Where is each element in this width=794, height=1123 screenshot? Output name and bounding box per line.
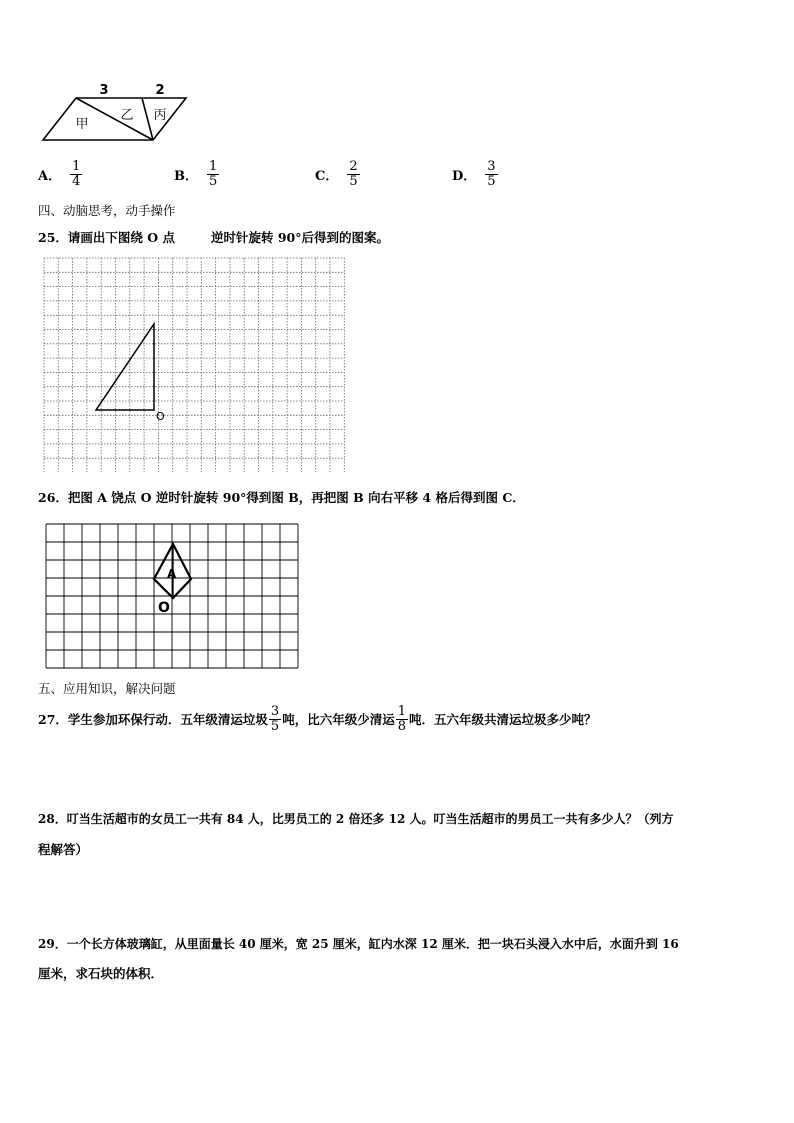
option-a[interactable] [38, 160, 83, 189]
q28-line-2: 程解答） [38, 842, 89, 857]
q27-part1: 27．学生参加环保行动．五年级清运垃圾 [38, 711, 268, 727]
option-c-label: C． [315, 169, 339, 184]
option-c-fraction: $\frac{2}{5}$ [349, 159, 358, 189]
q26-shape-label: A [167, 567, 177, 581]
label-2: 2 [155, 83, 165, 98]
option-d-label: D． [452, 169, 477, 184]
option-b-label: B． [174, 169, 198, 184]
option-b-fraction: $\frac{1}{5}$ [209, 159, 218, 189]
q27-part3: 吨．五六年级共清运垃圾多少吨？ [408, 711, 597, 727]
parallelogram-figure [40, 82, 200, 146]
region-yi: 乙 [120, 108, 134, 123]
option-d-fraction: $\frac{3}{5}$ [487, 159, 496, 189]
q26-grid [44, 522, 302, 672]
section-5-title: 五、应用知识，解决问题 [38, 681, 176, 696]
q29-line-1: 29．一个长方体玻璃缸，从里面量长 40 厘米，宽 25 厘米，缸内水深 12 厘米．把一块石头浸入水中后，水面升到 16 [38, 937, 679, 951]
label-3: 3 [99, 83, 109, 98]
q27-fraction-1: $\frac{3}{5}$ [270, 704, 280, 734]
q25-text-b: 逆时针旋转 90°后得到的图案。 [211, 230, 389, 245]
q26-text: 26．把图 A 饶点 O 逆时针旋转 90°得到图 B，再把图 B 向右平移 4 格后得到图 C． [38, 490, 525, 505]
q25-triangle [96, 324, 154, 410]
region-bing: 丙 [153, 108, 167, 123]
option-b[interactable] [174, 160, 220, 189]
q27-part2: 吨，比六年级少清运 [282, 711, 395, 727]
q26-point-o: O [158, 600, 170, 616]
region-jia: 甲 [75, 117, 89, 132]
option-a-fraction: $\frac{1}{4}$ [72, 159, 81, 189]
q25-text-a: 25．请画出下图绕 O 点 [38, 230, 175, 245]
q27-text [38, 705, 597, 734]
q25-grid [42, 256, 348, 472]
q25-point-o: O [156, 410, 165, 423]
q27-fraction-2: $\frac{1}{8}$ [397, 704, 406, 734]
option-c[interactable] [315, 160, 361, 189]
option-d[interactable] [452, 160, 499, 189]
option-a-label: A． [38, 169, 62, 184]
section-4-title: 四、动脑思考，动手操作 [38, 203, 176, 218]
q28-line-1: 28．叮当生活超市的女员工一共有 84 人，比男员工的 2 倍还多 12 人。叮当生活超市的男员工一共有多少人？（列方 [38, 812, 674, 826]
q29-line-2: 厘米，求石块的体积． [38, 966, 164, 981]
